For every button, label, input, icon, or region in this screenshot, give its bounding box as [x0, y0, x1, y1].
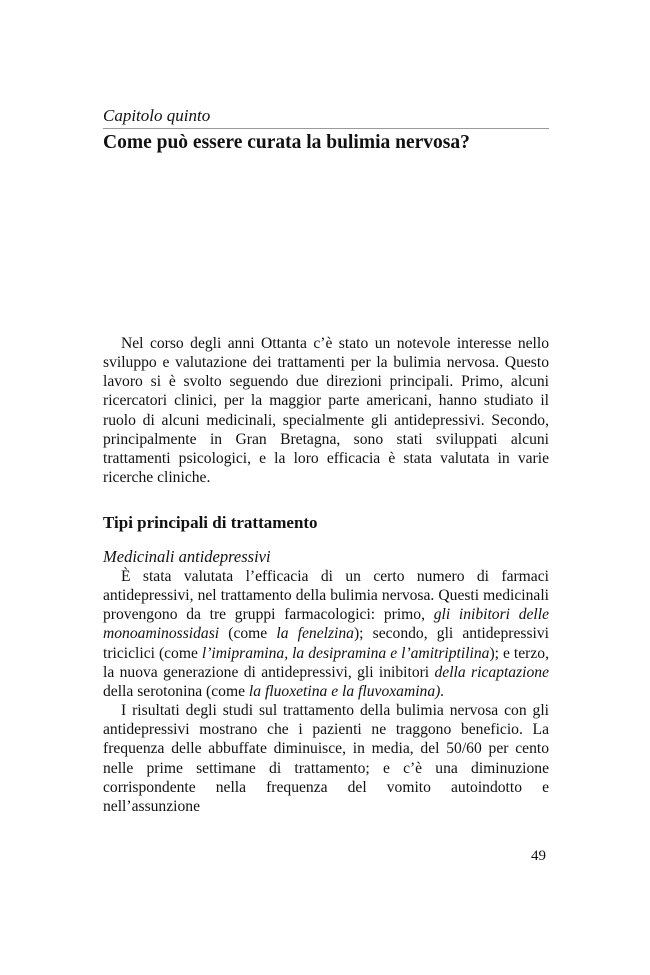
drugs-text-5: della serotonina (come: [103, 682, 249, 700]
drug-class-maoi: gli inibitori delle monoaminossidasi: [103, 606, 550, 643]
drug-reuptake: della ricaptazione: [434, 663, 549, 681]
section-body: [103, 567, 549, 816]
chapter-label: Capitolo quinto: [103, 106, 211, 125]
drugs-text-2: (come: [219, 625, 277, 643]
drugs-text-3: ); secondo, gli antidepressivi triciclici (come: [103, 625, 549, 662]
header-rule: [103, 128, 549, 129]
drug-tricyclics: l’imipramina, la desipramina e l’amitriptilina: [201, 644, 490, 662]
paragraph-drugs: [103, 567, 549, 701]
intro-block: [103, 334, 549, 487]
drugs-text-4: ); e terzo, la nuova generazione di antidepressivi, gli inibitori: [103, 644, 549, 681]
intro-paragraph: Nel corso degli anni Ottanta c’è stato un notevole interesse nello sviluppo e valutazione dei trattamenti per la bulimia nervosa. Questo lavoro si è svolto seguendo due direzioni principali. Primo, alcuni ricercatori clinici, per la maggior parte americani, hanno studiato il ruolo di alcuni medicinali, specialmente gli antidepressivi. Secondo, principalmente in Gran Bretagna, sono stati sviluppati alcuni trattamenti psicologici, e la loro efficacia è stata valutata in varie ricerche cliniche.: [103, 335, 549, 487]
section-heading: Tipi principali di trattamento: [103, 513, 318, 532]
subsection-heading: Medicinali antidepressivi: [103, 547, 271, 566]
paragraph-results: I risultati degli studi sul trattamento della bulimia nervosa con gli antidepressivi mostrano che i pazienti ne traggono beneficio. La frequenza delle abbuffate diminuisce, in media, del 50/60 per cento nelle prime settimane di trattamento; e c’è una diminuzione corrispondente nella frequenza del vomito autoindotto e nell’assunzione: [103, 702, 549, 815]
drug-ssri: la fluoxetina e la fluvoxamina).: [248, 682, 445, 700]
drug-phenelzine: la fenelzina: [276, 625, 354, 643]
page-number: 49: [531, 848, 546, 864]
chapter-title: Come può essere curata la bulimia nervosa?: [103, 132, 470, 153]
drugs-text-1: È stata valutata l’efficacia di un certo numero di farmaci antidepressivi, nel trattamento della bulimia nervosa. Questi medicinali provengono da tre gruppi farmacologici: primo,: [103, 568, 549, 624]
